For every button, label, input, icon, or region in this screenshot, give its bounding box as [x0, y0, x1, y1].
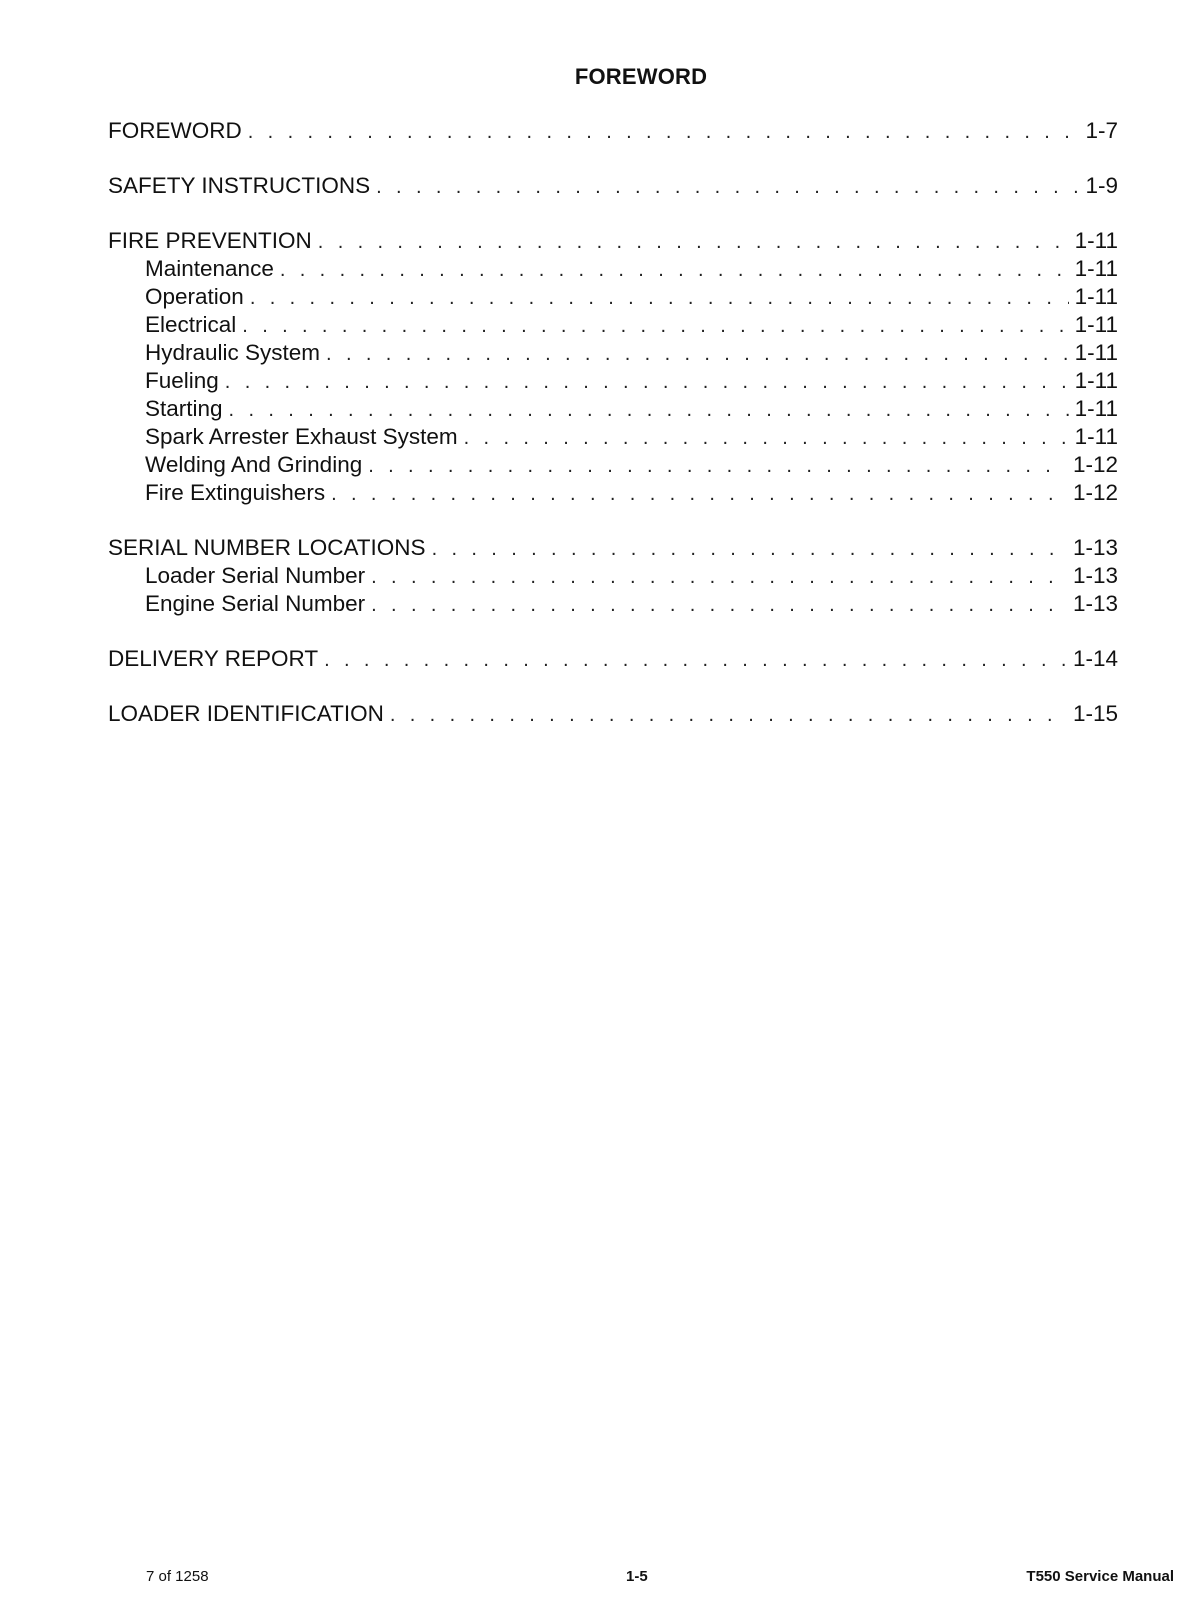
toc-dot-leader [371, 563, 1067, 591]
footer-page-number: 1-5 [626, 1568, 648, 1585]
toc-entry-label: SERIAL NUMBER LOCATIONS [108, 535, 426, 560]
toc-section [108, 117, 1118, 145]
toc-entry-label: Maintenance [145, 256, 274, 281]
toc-subentry[interactable] [108, 423, 1118, 451]
toc-entry-page: 1-12 [1072, 452, 1118, 477]
toc-entry-page: 1-13 [1072, 591, 1118, 616]
toc-subentry[interactable] [108, 339, 1118, 367]
toc-subentry[interactable] [108, 311, 1118, 339]
toc-dot-leader [242, 312, 1068, 340]
toc-entry-label: Operation [145, 284, 244, 309]
toc-section [108, 645, 1118, 673]
toc-entry[interactable] [108, 645, 1118, 673]
toc-entry-label: FIRE PREVENTION [108, 228, 312, 253]
toc-entry-label: Loader Serial Number [145, 563, 366, 588]
page-title: FOREWORD [574, 64, 708, 89]
toc-entry-label: Engine Serial Number [145, 591, 366, 616]
toc-dot-leader [318, 228, 1069, 256]
toc-entry-page: 1-13 [1072, 563, 1118, 588]
toc-entry[interactable] [108, 227, 1118, 255]
toc-entry-label: SAFETY INSTRUCTIONS [108, 173, 371, 198]
toc-entry-page: 1-13 [1072, 535, 1118, 560]
toc-entry-page: 1-11 [1074, 284, 1118, 309]
toc-dot-leader [331, 480, 1067, 508]
toc-entry-page: 1-12 [1072, 480, 1118, 505]
toc-dot-leader [368, 452, 1067, 480]
toc-dot-leader [326, 340, 1069, 368]
toc-entry[interactable] [108, 700, 1118, 728]
toc-entry-page: 1-11 [1074, 256, 1118, 281]
toc-dot-leader [229, 396, 1069, 424]
toc-subentry[interactable] [108, 590, 1118, 618]
toc-entry-page: 1-9 [1085, 173, 1118, 198]
toc-entry-page: 1-11 [1074, 396, 1118, 421]
toc-entry-label: Starting [145, 396, 223, 421]
footer-manual-title: T550 Service Manual [1026, 1568, 1174, 1585]
toc-dot-leader [250, 284, 1069, 312]
toc-entry-page: 1-11 [1074, 340, 1118, 365]
toc-entry-label: Hydraulic System [145, 340, 321, 365]
toc-entry[interactable] [108, 117, 1118, 145]
toc-entry-page: 1-15 [1072, 701, 1118, 726]
toc-subentry[interactable] [108, 451, 1118, 479]
toc-subentry[interactable] [108, 395, 1118, 423]
toc-entry-label: DELIVERY REPORT [108, 646, 319, 671]
toc-subentry[interactable] [108, 255, 1118, 283]
toc-dot-leader [376, 173, 1079, 201]
toc-entry-page: 1-14 [1072, 646, 1118, 671]
toc-entry[interactable] [108, 172, 1118, 200]
toc-section [108, 227, 1118, 507]
page-footer [0, 1568, 1182, 1592]
toc-entry-label: FOREWORD [108, 118, 242, 143]
toc-dot-leader [324, 646, 1067, 674]
toc-entry-label: Fueling [145, 368, 219, 393]
toc-dot-leader [464, 424, 1069, 452]
toc-entry-page: 1-11 [1074, 228, 1118, 253]
toc-entry-page: 1-11 [1074, 312, 1118, 337]
toc-subentry[interactable] [108, 479, 1118, 507]
toc-entry[interactable] [108, 534, 1118, 562]
toc-section [108, 172, 1118, 200]
footer-page-count: 7 of 1258 [146, 1568, 209, 1585]
toc-entry-label: Welding And Grinding [145, 452, 363, 477]
toc-entry-page: 1-11 [1074, 424, 1118, 449]
toc-subentry[interactable] [108, 283, 1118, 311]
toc-entry-label: LOADER IDENTIFICATION [108, 701, 384, 726]
toc-entry-page: 1-11 [1074, 368, 1118, 393]
toc-entry-label: Fire Extinguishers [145, 480, 326, 505]
table-of-contents [108, 117, 1118, 755]
toc-dot-leader [248, 118, 1080, 146]
toc-dot-leader [390, 701, 1067, 729]
toc-subentry[interactable] [108, 562, 1118, 590]
toc-subentry[interactable] [108, 367, 1118, 395]
toc-entry-label: Electrical [145, 312, 237, 337]
toc-entry-page: 1-7 [1085, 118, 1118, 143]
toc-dot-leader [225, 368, 1069, 396]
toc-section [108, 534, 1118, 618]
toc-dot-leader [432, 535, 1067, 563]
toc-dot-leader [371, 591, 1067, 619]
toc-entry-label: Spark Arrester Exhaust System [145, 424, 458, 449]
toc-dot-leader [280, 256, 1069, 284]
toc-section [108, 700, 1118, 728]
